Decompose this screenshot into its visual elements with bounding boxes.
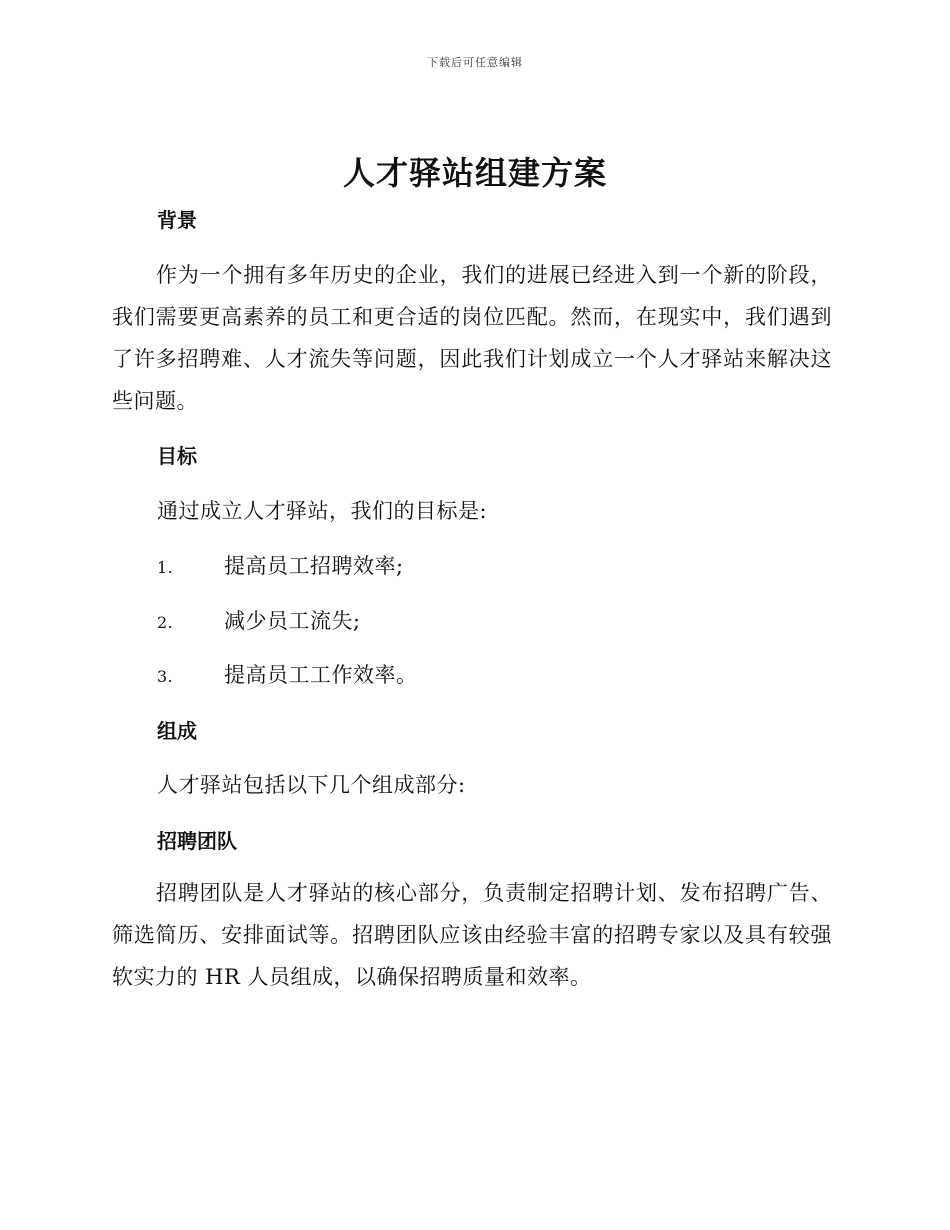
- goal-list-item-1: [157, 551, 404, 581]
- page-header-note: 下载后可任意编辑: [427, 56, 523, 69]
- section-heading-goals: 目标: [157, 444, 197, 468]
- section-heading-background: 背景: [157, 208, 197, 232]
- recruiting-team-paragraph: 招聘团队是人才驿站的核心部分，负责制定招聘计划、发布招聘广告、筛选简历、安排面试等。招聘团队应该由经验丰富的招聘专家以及具有较强软实力的 HR 人员组成，以确保招聘质量和效率。: [112, 881, 832, 989]
- goal-list-item-3: [157, 660, 418, 690]
- composition-intro: 人才驿站包括以下几个组成部分:: [157, 773, 466, 797]
- section-heading-composition: 组成: [157, 719, 197, 743]
- list-number: 3.: [157, 667, 174, 686]
- list-text: 提高员工工作效率。: [224, 663, 418, 687]
- list-number: 1.: [157, 558, 174, 577]
- goal-list-item-2: [157, 606, 361, 636]
- list-text: 减少员工流失;: [224, 609, 361, 633]
- document-title: 人才驿站组建方案: [342, 154, 607, 192]
- background-paragraph: 作为一个拥有多年历史的企业，我们的进展已经进入到一个新的阶段，我们需要更高素养的员工和更合适的岗位匹配。然而，在现实中，我们遇到了许多招聘难、人才流失等问题，因此我们计划成立一个人才驿站来解决这些问题。: [112, 263, 832, 413]
- section-heading-recruiting-team: 招聘团队: [157, 829, 237, 853]
- list-text: 提高员工招聘效率;: [224, 554, 404, 578]
- goals-intro: 通过成立人才驿站，我们的目标是:: [157, 499, 488, 523]
- list-number: 2.: [157, 613, 174, 632]
